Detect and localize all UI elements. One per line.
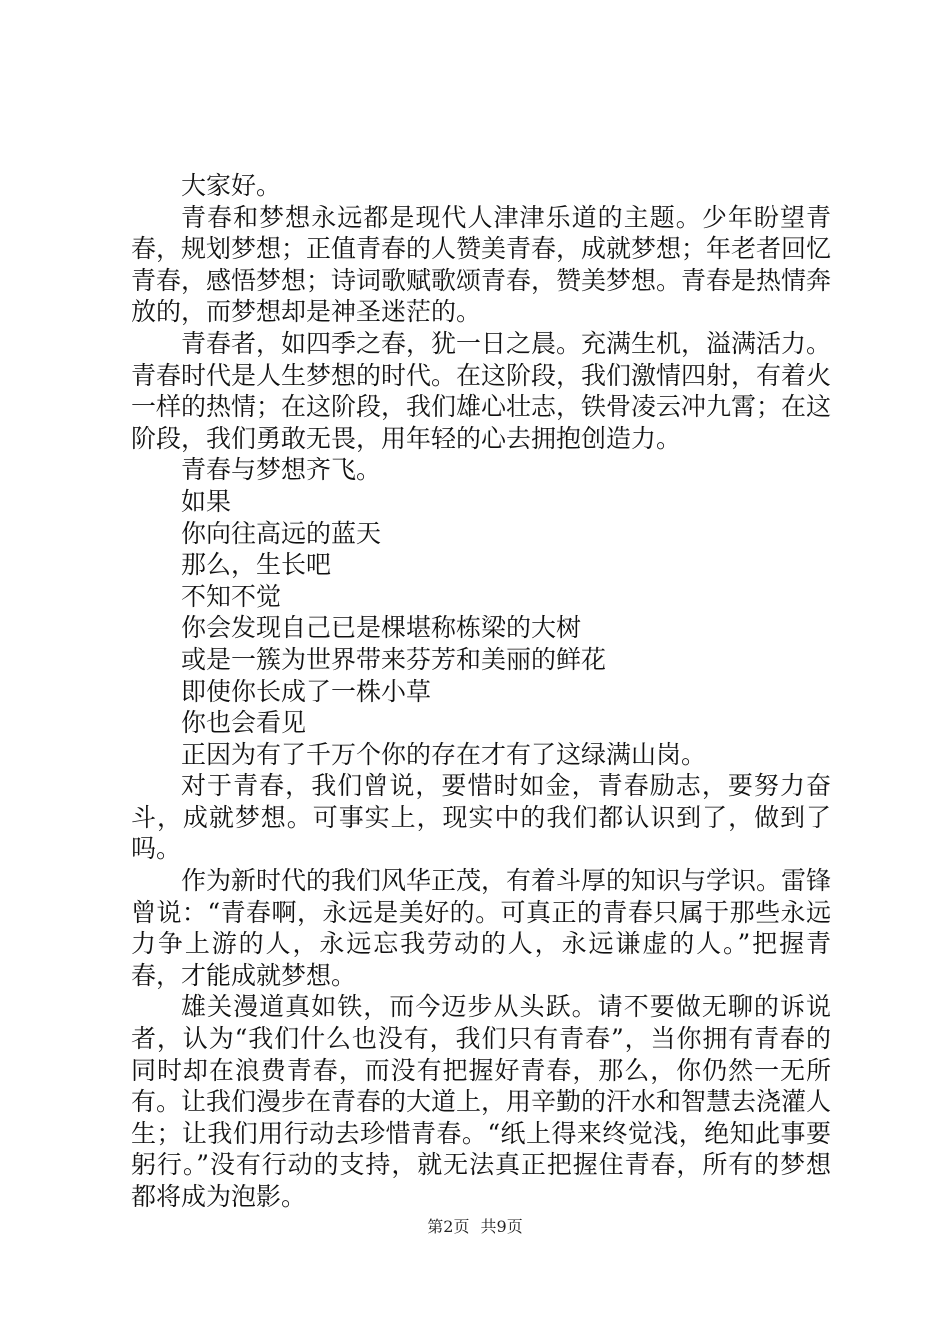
poem-line: 或是一簇为世界带来芬芳和美丽的鲜花 bbox=[181, 644, 607, 674]
paragraph: 青春者，如四季之春，犹一日之晨。充满生机，溢满活力。青春时代是人生梦想的时代。在这阶段，我们激情四射，有着火一样的热情；在这阶段，我们雄心壮志，铁骨凌云冲九霄；在这阶段，我们勇敢无畏，用年轻的心去拥抱创造力。 bbox=[131, 328, 832, 453]
page-number: 第2页 bbox=[427, 1217, 470, 1236]
poem-line: 如果 bbox=[181, 486, 232, 516]
paragraph: 青春与梦想齐飞。 bbox=[181, 455, 382, 485]
poem-line: 那么，生长吧 bbox=[181, 550, 332, 580]
poem-line: 你向往高远的蓝天 bbox=[181, 518, 382, 548]
poem-line: 你也会看见 bbox=[181, 708, 307, 738]
document-body bbox=[131, 170, 831, 1213]
poem-line: 不知不觉 bbox=[181, 581, 282, 611]
paragraph: 对于青春，我们曾说，要惜时如金，青春励志，要努力奋斗，成就梦想。可事实上，现实中的我们都认识到了，做到了吗。 bbox=[131, 771, 831, 864]
paragraph: 雄关漫道真如铁，而今迈步从头跃。请不要做无聊的诉说者，认为“我们什么也没有，我们只有青春”，当你拥有青春的同时却在浪费青春，而没有把握好青春，那么，你仍然一无所有。让我们漫步在青春的大道上，用辛勤的汗水和智慧去浇灌人生；让我们用行动去珍惜青春。“纸上得来终觉浅，绝知此事要躬行。”没有行动的支持，就无法真正把握住青春，所有的梦想都将成为泡影。 bbox=[131, 992, 832, 1211]
page-footer bbox=[0, 1214, 950, 1237]
poem-line: 你会发现自己已是棵堪称栋梁的大树 bbox=[181, 613, 582, 643]
poem-line: 正因为有了千万个你的存在才有了这绿满山岗。 bbox=[181, 739, 707, 769]
page-total: 共9页 bbox=[480, 1217, 523, 1236]
paragraph: 作为新时代的我们风华正茂，有着斗厚的知识与学识。雷锋曾说：“青春啊，永远是美好的。可真正的青春只属于那些永远力争上游的人，永远忘我劳动的人，永远谦虚的人。”把握青春，才能成就梦想。 bbox=[131, 866, 832, 990]
paragraph: 青春和梦想永远都是现代人津津乐道的主题。少年盼望青春，规划梦想；正值青春的人赞美青春，成就梦想；年老者回忆青春，感悟梦想；诗词歌赋歌颂青春，赞美梦想。青春是热情奔放的，而梦想却是神圣迷茫的。 bbox=[131, 202, 832, 327]
paragraph-greeting: 大家好。 bbox=[181, 171, 282, 200]
poem-line: 即使你长成了一株小草 bbox=[181, 676, 432, 706]
